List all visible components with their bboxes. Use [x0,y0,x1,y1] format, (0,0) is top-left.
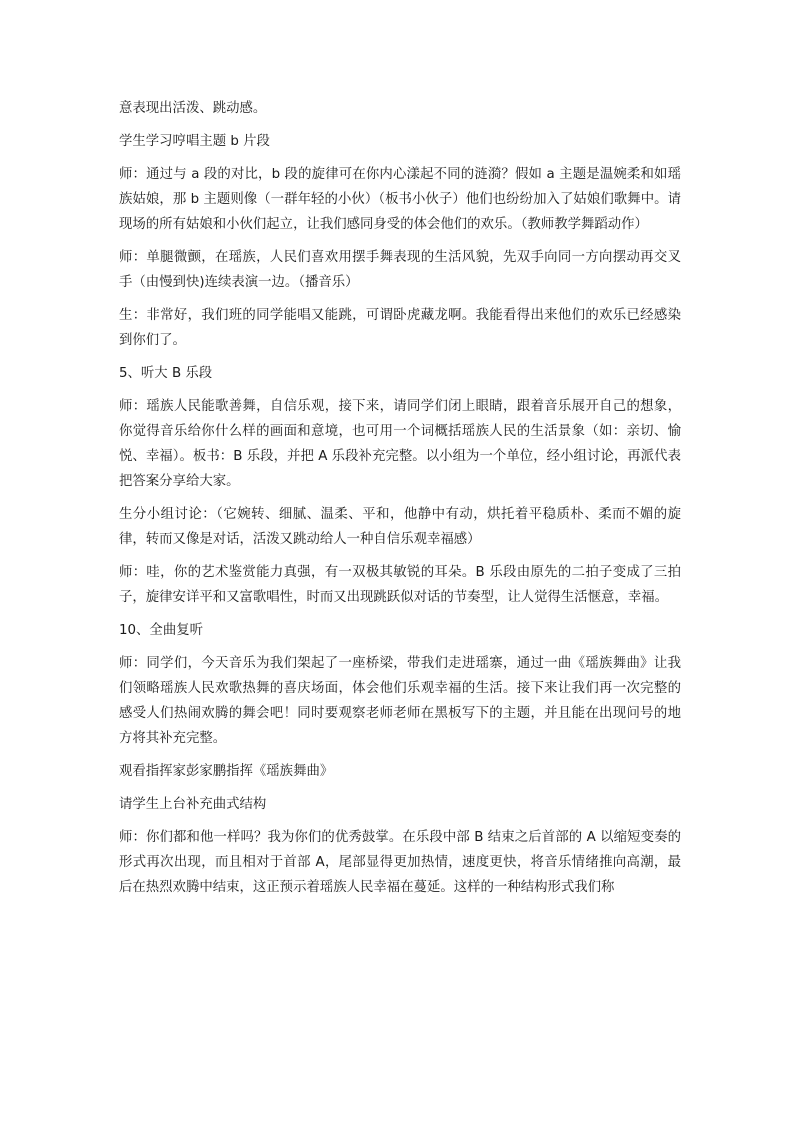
paragraph-teacher-dance: 师：单腿微颤，在瑶族，人民们喜欢用摆手舞表现的生活风貌，先双手向同一方向摆动再交叉手（由慢到快)连续表演一边。（播音乐） [119,250,681,290]
paragraph-teacher-praise: 师：哇，你的艺术鉴赏能力真强，有一双极其敏锐的耳朵。B 乐段由原先的二拍子变成了三拍子，旋律安详平和又富歌唱性，时而又出现跳跃似对话的节奏型，让人觉得生活惬意，幸福。 [119,565,681,605]
paragraph-student-response: 生：非常好，我们班的同学能唱又能跳，可谓卧虎藏龙啊。我能看得出来他们的欢乐已经感染到你们了。 [119,308,681,348]
paragraph-teacher-imagine: 师：瑶族人民能歌善舞，自信乐观，接下来，请同学们闭上眼睛，跟着音乐展开自己的想象，你觉得音乐给你什么样的画面和意境，也可用一个词概括瑶族人民的生活景象（如：亲切、愉悦、幸福）。板书：B 乐段，并把 A 乐段补充完整。以小组为一个单位，经小组讨论，再派代表把答案分享给大家。 [119,399,681,489]
document-page [119,96,681,908]
paragraph-teacher-bridge: 师：同学们，今天音乐为我们架起了一座桥梁，带我们走进瑶寨，通过一曲《瑶族舞曲》让我们领略瑶族人民欢歌热舞的喜庆场面，体会他们乐观幸福的生活。接下来让我们再一次完整的感受人们热闹欢腾的舞会吧！同时要观察老师老师在黑板写下的主题，并且能在出现问号的地方将其补充完整。 [119,656,681,746]
paragraph-teacher-compare: 师：通过与 a 段的对比，b 段的旋律可在你内心漾起不同的涟漪？假如 a 主题是温婉柔和如瑶族姑娘，那 b 主题则像（一群年轻的小伙）（板书小伙子）他们也纷纷加入了姑娘们歌舞中。请现场的所有姑娘和小伙们起立，让我们感同身受的体会他们的欢乐。（教师教学舞蹈动作） [119,167,681,232]
section-heading-full-listen: 10、全曲复听 [119,623,203,638]
paragraph-group-discussion: 生分小组讨论：（它婉转、细腻、温柔、平和，他静中有动，烘托着平稳质朴、柔而不媚的旋律，转而又像是对话，活泼又跳动给人一种自信乐观幸福感） [119,507,681,547]
paragraph-watch-conductor: 观看指挥家彭家鹏指挥《瑶族舞曲》 [119,764,334,779]
paragraph-intro-end: 意表现出活泼、跳动感。 [119,101,267,116]
paragraph-sing-theme-b: 学生学习哼唱主题 b 片段 [119,134,270,149]
paragraph-teacher-conclusion: 师：你们都和他一样吗？我为你们的优秀鼓掌。在乐段中部 B 结束之后首部的 A 以缩短变奏的形式再次出现，而且相对于首部 A，尾部显得更加热情，速度更快，将音乐情绪推向高潮，最后在热烈欢腾中结束，这正预示着瑶族人民幸福在蔓延。这样的一种结构形式我们称 [119,830,681,895]
section-heading-listen-b: 5、听大 B 乐段 [119,366,213,381]
paragraph-student-structure: 请学生上台补充曲式结构 [119,797,267,812]
